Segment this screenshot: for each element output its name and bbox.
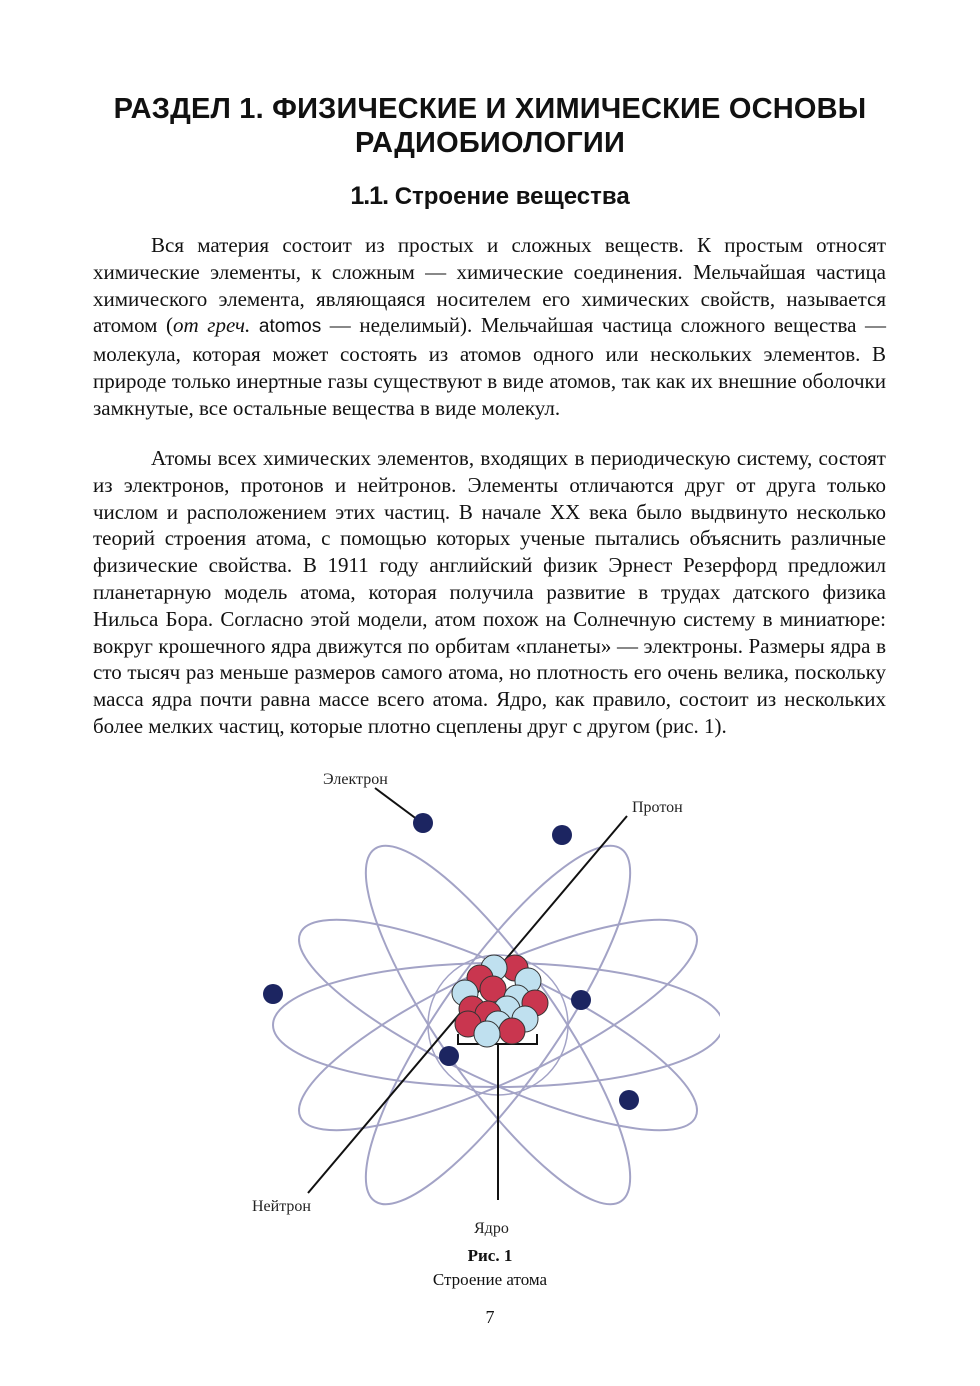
neutron-particle-16 — [474, 1021, 500, 1047]
subsection-number: 1.1. — [350, 182, 389, 210]
page-number: 7 — [485, 1307, 495, 1327]
paragraph-2 — [93, 445, 886, 740]
paragraph-2-text: Атомы всех химических элементов, входящих в периодическую систему, состоят из электронов, протонов и нейтронов. Элементы отличаются друг от друга только числом и расположением этих частиц. В начале XX века было выдвинуто несколько теорий строения атома, с помощью которых ученые пытались объяснить различные физические свойства. В 1911 году английский физик Эрнест Резерфорд предложил планетарную модель атома, которая получила развитие в трудах датского физика Нильса Бора. Согласно этой модели, атом похож на Солнечную систему в миниатюре: вокруг крошечного ядра движутся по орбитам «планеты» — электроны. Размеры ядра в сто тысяч раз меньше размеров самого атома, но плотность его очень велика, поскольку масса ядра почти равна массе всего атома. Ядро, как правило, состоит из нескольких более мелких частиц, которые плотно сцеплены друг с другом (рис. 1). — [93, 446, 886, 738]
subsection-title — [90, 181, 890, 212]
proton-particle-15 — [499, 1018, 525, 1044]
electron-group — [263, 813, 639, 1110]
electron-label: Электрон — [323, 771, 388, 788]
electron-dot-2 — [552, 825, 572, 845]
figure-caption-text: Строение атома — [432, 1270, 548, 1289]
proton-label: Протон — [632, 799, 683, 816]
nucleus-label: Ядро — [474, 1220, 509, 1237]
electron-dot-1 — [413, 813, 433, 833]
paragraph-1-text-after: — неделимый). Мельчайшая частица сложного вещества — молекула, которая может состоять из атомов одного или нескольких элементов. В природе только инертные газы существуют в виде атомов, так как их внешние оболочки замкнутые, все остальные вещества в виде молекул. — [93, 313, 887, 420]
figure-caption-title: Рис. 1 — [467, 1246, 513, 1265]
electron-dot-6 — [619, 1090, 639, 1110]
paragraph-1 — [93, 232, 886, 422]
section-title: РАЗДЕЛ 1. ФИЗИЧЕСКИЕ И ХИМИЧЕСКИЕ ОСНОВЫ РАДИОБИОЛОГИИ — [113, 93, 867, 159]
paragraph-1-text-before: Вся материя состоит из простых и сложных веществ. К простым относят химические элементы, к сложным — химические соединения. Мельчайшая частица химического элемента, являющаяся носителем его химических свойств, называется атомом ( — [93, 233, 886, 338]
atom-structure-figure — [250, 768, 720, 1240]
paragraph-1-italic: от греч. — [173, 313, 251, 338]
neutron-label: Нейтрон — [252, 1198, 311, 1215]
electron-dot-5 — [439, 1046, 459, 1066]
electron-pointer-line — [375, 788, 418, 820]
electron-dot-4 — [571, 990, 591, 1010]
subsection-heading: Строение вещества — [394, 183, 630, 210]
paragraph-1-latin-word: atomos — [258, 316, 322, 338]
electron-dot-3 — [263, 984, 283, 1004]
